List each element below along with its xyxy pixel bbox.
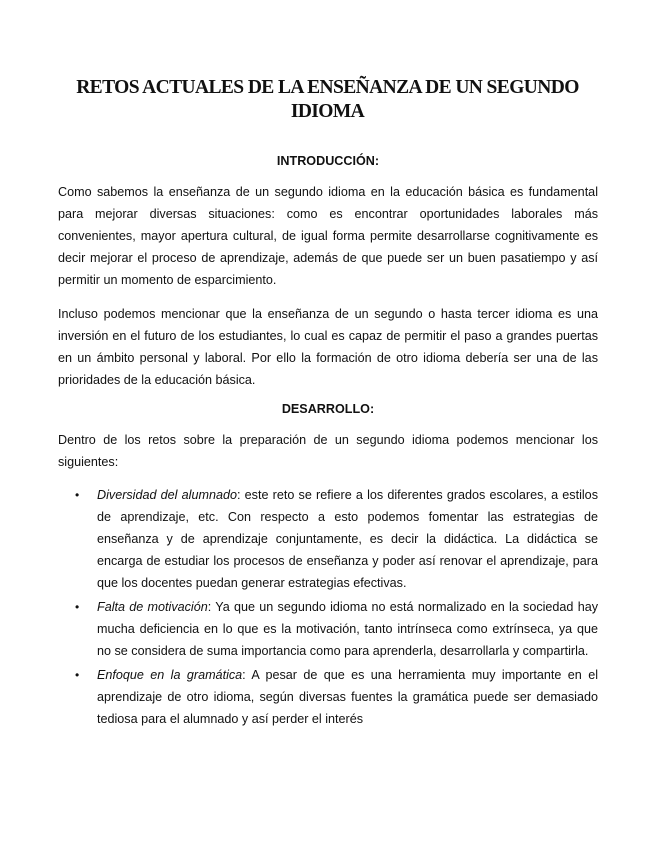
list-item	[75, 484, 598, 594]
bullet-icon: •	[75, 600, 80, 614]
intro-paragraph-2: Incluso podemos mencionar que la enseñanza de un segundo o hasta tercer idioma es una inversión en el futuro de los estudiantes, lo cual es capaz de permitir el paso a grandes puertas en un ámbito personal y laboral. Por ello la formación de otro idioma debería ser una de las prioridades de la educación básica.	[58, 307, 598, 387]
development-intro-paragraph: Dentro de los retos sobre la preparación de un segundo idioma podemos mencionar los siguientes:	[58, 433, 598, 469]
bullet-icon: •	[75, 488, 80, 502]
challenge-term: Falta de motivación	[97, 600, 208, 614]
challenge-text: : Ya que un segundo idioma no está normalizado en la sociedad hay mucha deficiencia en lo que es la motivación, tanto intrínseca como extrínseca, ya que no se considera de suma importancia como para aprenderla, desarrollarla y compartirla.	[97, 600, 599, 658]
bullet-icon: •	[75, 668, 80, 682]
challenge-text: : este reto se refiere a los diferentes grados escolares, a estilos de aprendizaje, etc. Con respecto a esto podemos fomentar las estrategias de enseñanza y de aprendizaje conjuntamente, es decir la didáctica. La didáctica se encarga de estudiar los procesos de enseñanza y poder así renovar el aprendizaje, para que los docentes puedan generar estrategias efectivas.	[97, 488, 598, 590]
list-item	[75, 664, 598, 730]
intro-heading: INTRODUCCIÓN:	[276, 154, 380, 168]
challenge-term: Enfoque en la gramática	[97, 668, 243, 682]
list-item	[75, 596, 599, 662]
document-title: RETOS ACTUALES DE LA ENSEÑANZA DE UN SEGUNDO IDIOMA	[76, 77, 579, 122]
challenge-term: Diversidad del alumnado	[97, 488, 237, 502]
challenge-text: : A pesar de que es una herramienta muy importante en el aprendizaje de otro idioma, según diversas fuentes la gramática puede ser demasiado tediosa para el alumnado y así perder el interés	[97, 668, 598, 726]
intro-paragraph-1: Como sabemos la enseñanza de un segundo idioma en la educación básica es fundamental para mejorar diversas situaciones: como es encontrar oportunidades laborales más convenientes, mayor apertura cultural, de igual forma permite desarrollarse cognitivamente es decir mejorar el proceso de aprendizaje, además de que puede ser un buen pasatiempo y así permitir un momento de esparcimiento.	[58, 185, 598, 287]
development-heading: DESARROLLO:	[281, 402, 375, 416]
challenges-list	[75, 484, 599, 732]
